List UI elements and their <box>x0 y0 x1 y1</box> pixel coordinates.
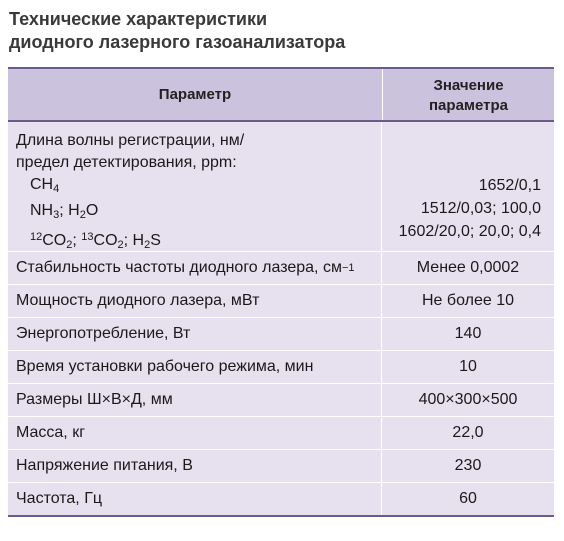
header-value-line-2: параметра <box>429 97 508 114</box>
row-label: Размеры Ш×В×Д, мм <box>8 384 382 416</box>
table-title <box>9 8 549 54</box>
row-label: Напряжение питания, В <box>8 450 382 482</box>
header-value <box>383 69 554 120</box>
gas-ch4: $CH_4$ <box>30 176 60 195</box>
row-value: Не более 10 <box>422 292 514 309</box>
gas-co2-isotopes-h2s: $^{12}CO_2$; $^{13}CO_2$; $H_2S$ <box>30 231 161 251</box>
table-row <box>8 417 554 450</box>
value-co2-h2s: 1602/20,0; 20,0; 0,4 <box>398 223 541 240</box>
table-row <box>8 450 554 483</box>
wavelength-label-cell <box>8 122 382 251</box>
specs-table <box>8 67 554 517</box>
row-label: Частота, Гц <box>8 483 382 515</box>
value-ch4: 1652/0,1 <box>478 177 541 194</box>
table-row <box>8 351 554 384</box>
title-line-2: диодного лазерного газоанализатора <box>9 32 346 52</box>
table-row-stability <box>8 252 554 285</box>
row-value: 10 <box>459 358 477 375</box>
wavelength-label-line-2: предел детектирования, ppm: <box>16 154 237 171</box>
row-label: Энергопотребление, Вт <box>8 318 382 350</box>
row-value: 140 <box>454 325 482 342</box>
stability-label: Стабильность частоты диодного лазера, см −1 <box>8 252 382 284</box>
row-value: 60 <box>459 490 477 507</box>
header-value-line-1: Значение <box>433 77 504 94</box>
gas-nh3-h2o: $NH_3$; $H_2O$ <box>30 202 99 221</box>
row-label: Мощность диодного лазера, мВт <box>8 285 382 317</box>
wavelength-value-cell <box>382 122 554 251</box>
row-value: 230 <box>454 457 482 474</box>
row-value: 400×300×500 <box>418 391 518 408</box>
table-row <box>8 483 554 515</box>
bottom-rule <box>8 515 554 517</box>
table-row <box>8 384 554 417</box>
table-header <box>8 69 554 122</box>
table-row-wavelength <box>8 122 554 252</box>
value-nh3-h2o: 1512/0,03; 100,0 <box>420 200 541 217</box>
wavelength-label-line-1: Длина волны регистрации, нм/ <box>16 132 245 149</box>
row-value: 22,0 <box>452 424 484 441</box>
header-parameter: Параметр <box>8 69 383 120</box>
row-label: Время установки рабочего режима, мин <box>8 351 382 383</box>
title-line-1: Технические характеристики <box>9 9 268 29</box>
row-label: Масса, кг <box>8 417 382 449</box>
stability-value: Менее 0,0002 <box>416 259 520 276</box>
table-row <box>8 318 554 351</box>
table-row <box>8 285 554 318</box>
